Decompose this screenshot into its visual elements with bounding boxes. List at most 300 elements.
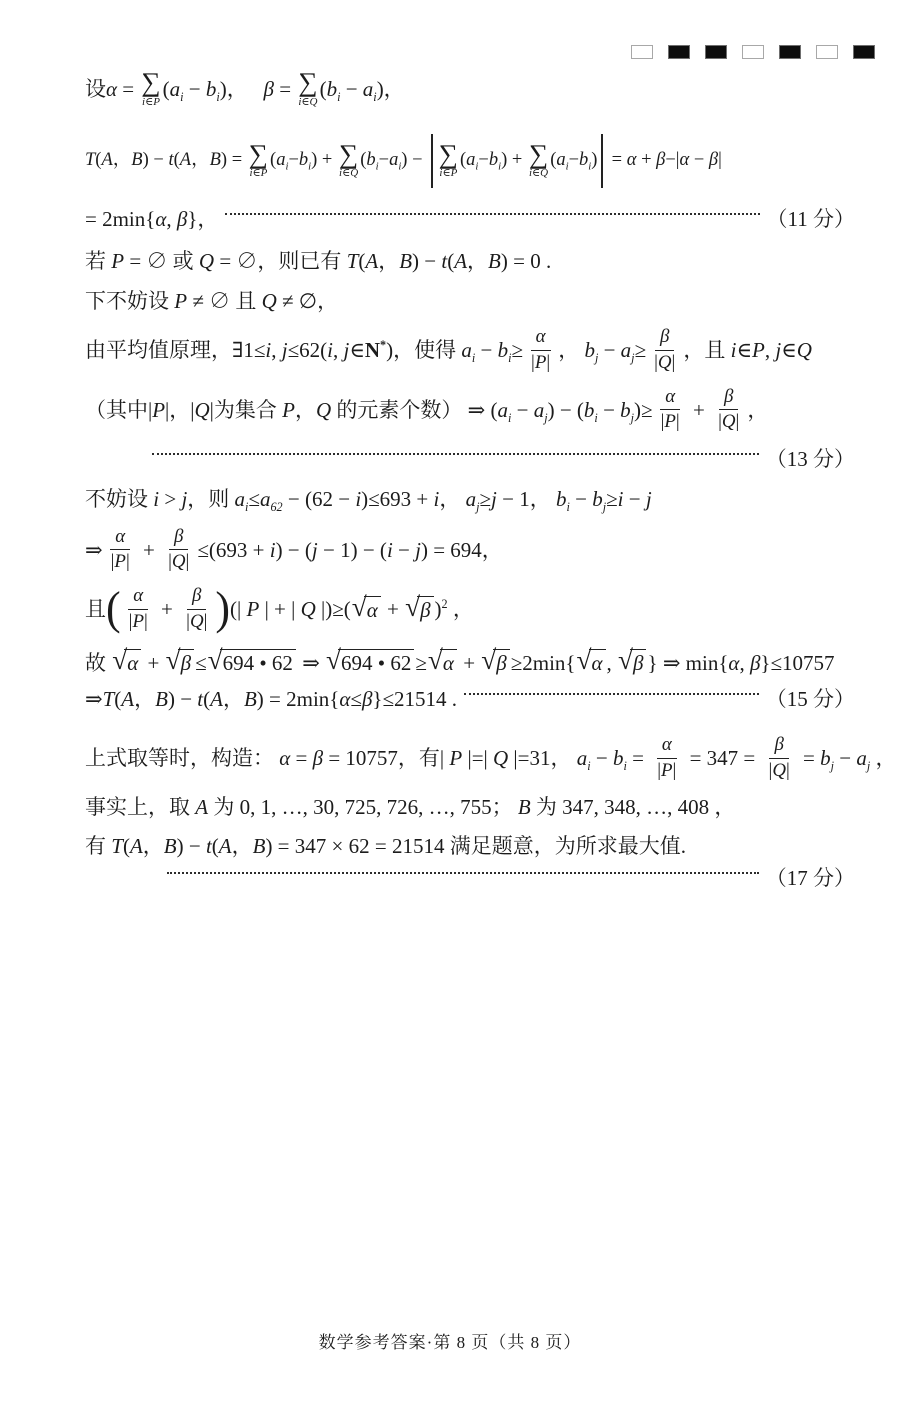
math-text: (: [114, 686, 122, 711]
math-text: |: [203, 610, 208, 632]
fraction: [181, 585, 212, 633]
math-var: Q: [493, 746, 509, 770]
math-var: β: [633, 651, 644, 676]
subscript: i: [566, 500, 570, 515]
sum-limit: i∈P: [142, 95, 160, 108]
fraction-denominator: [106, 550, 135, 574]
subscript: i: [507, 411, 512, 426]
math-text: − (62 −: [282, 487, 356, 512]
fraction-numerator: [657, 734, 677, 759]
math-text: 事实上，取: [85, 795, 196, 820]
math-text: =: [607, 150, 627, 171]
math-line-1: [85, 67, 855, 108]
math-text: +: [687, 397, 711, 422]
math-var: $b_j$: [584, 338, 599, 366]
math-text: 下不妨设: [85, 289, 175, 314]
math-var: $b_j$: [820, 746, 835, 774]
math-text: 为 347, 348, …, 408 ，: [530, 795, 736, 820]
math-text: ≤: [248, 487, 260, 512]
math-text: |: [671, 352, 676, 374]
math-text: ) +: [311, 150, 337, 171]
math-var: Q: [657, 352, 672, 374]
math-text: |: [125, 551, 130, 573]
math-text: −: [478, 150, 489, 171]
radical-icon: √: [326, 645, 342, 676]
math-text: (: [270, 150, 277, 171]
math-text: ，且: [683, 338, 731, 363]
math-var: A: [454, 248, 468, 273]
subscript: 62: [270, 500, 283, 515]
math-text: N*: [364, 338, 387, 363]
math-var: P: [152, 397, 166, 422]
radical-icon: √: [207, 645, 223, 676]
math-var: B: [163, 833, 177, 858]
math-text: ≤62(: [287, 338, 328, 363]
square-root: [481, 645, 509, 676]
math-text: |: [718, 150, 722, 171]
math-text: ≥: [415, 650, 427, 675]
math-var: i: [327, 338, 333, 363]
registration-mark-filled: [705, 45, 727, 59]
math-var: j: [775, 338, 782, 363]
math-text: 设: [85, 76, 106, 101]
math-var: α: [535, 326, 546, 348]
math-text: }，: [187, 206, 219, 231]
square-root: [427, 645, 457, 676]
math-var: T: [346, 248, 359, 273]
subscript: i: [180, 89, 184, 104]
math-text: |: [672, 759, 677, 781]
math-line-11: [85, 585, 855, 633]
math-text: |，|: [165, 397, 195, 422]
math-text: −: [590, 746, 613, 770]
math-text: ，: [134, 686, 156, 711]
square-root: [405, 591, 433, 623]
math-var: T: [102, 686, 115, 711]
fraction-numerator: [187, 585, 206, 610]
sum-limit: i∈Q: [339, 167, 359, 180]
square-root: [618, 645, 646, 676]
math-var: t: [168, 150, 174, 171]
dots-leader: [152, 453, 759, 455]
math-var: α: [679, 150, 690, 171]
math-text: 有: [85, 833, 112, 858]
subscript: j: [631, 351, 635, 366]
math-text: − 1，: [496, 487, 556, 512]
math-var: β: [174, 525, 184, 547]
math-var: P: [174, 289, 188, 314]
math-text: |: [186, 610, 190, 632]
dots-leader: [464, 693, 759, 695]
math-var: β: [192, 585, 202, 607]
radical-icon: √: [481, 645, 497, 676]
registration-mark-filled: [668, 45, 690, 59]
math-text: =: [290, 746, 313, 770]
math-text: ，: [231, 833, 253, 858]
square-root: [326, 645, 414, 676]
math-line-4: [85, 248, 855, 274]
math-var: j: [343, 338, 350, 363]
math-var: $b_i$: [298, 150, 312, 173]
math-var: A: [121, 686, 135, 711]
math-var: β: [708, 150, 719, 171]
subscript: j: [602, 500, 607, 515]
math-var: i: [386, 537, 393, 562]
math-text: |: [185, 551, 190, 573]
subscript: i: [245, 500, 249, 515]
math-var: $b_i$: [555, 487, 570, 515]
math-text: −: [183, 76, 206, 101]
math-text: ,: [606, 650, 618, 675]
math-text: 694 • 62: [341, 651, 412, 676]
square-root: [112, 645, 141, 676]
registration-marks: [631, 45, 875, 59]
math-text: ) = 347 × 62 = 21514 满足题意，为所求最大值.: [265, 833, 686, 858]
math-text: 故: [85, 650, 112, 675]
math-var: i: [265, 338, 272, 363]
math-text: } ⇒ min{: [647, 650, 729, 675]
math-text: ，: [222, 686, 244, 711]
fraction: [124, 585, 153, 633]
math-var: α: [591, 651, 603, 676]
subscript: j: [630, 411, 635, 426]
math-var: j: [415, 537, 421, 562]
score-label: （11 分）: [766, 206, 855, 231]
math-text: +: [142, 650, 165, 675]
math-text: (: [162, 76, 170, 101]
math-text: ,: [739, 650, 750, 675]
fraction-denominator: [764, 759, 795, 783]
fraction-numerator: [531, 326, 551, 351]
fraction: [163, 526, 194, 574]
math-var: j: [311, 537, 318, 562]
subscript: i: [398, 160, 402, 173]
math-text: ，: [467, 248, 489, 273]
subscript: i: [587, 759, 591, 774]
math-text: (: [550, 150, 557, 171]
math-var: $a_i$: [234, 487, 249, 515]
math-text: ≠ ∅ 且: [187, 289, 262, 314]
fraction: [652, 734, 681, 782]
fraction-denominator: [656, 410, 685, 434]
fraction-denominator: [181, 610, 212, 634]
math-text: −: [392, 537, 416, 562]
math-var: $b_i$: [205, 76, 220, 104]
math-text: −: [834, 746, 857, 770]
math-var: B: [252, 833, 266, 858]
math-text: ): [591, 150, 598, 171]
math-text: ≤(693 +: [197, 537, 270, 562]
math-var: β: [656, 150, 666, 171]
fraction-numerator: [169, 526, 188, 551]
math-var: A: [365, 248, 379, 273]
fraction: [764, 734, 795, 782]
math-text: }≤21514 .: [372, 686, 458, 711]
math-text: ∈: [736, 338, 752, 363]
subscript: i: [471, 351, 476, 366]
math-var: Q: [315, 397, 332, 422]
math-text: 694 • 62: [222, 651, 293, 676]
math-text: |: [144, 610, 148, 632]
math-text: +: [636, 150, 657, 171]
math-var: $b_i$: [488, 150, 502, 173]
math-text: 的元素个数） ⇒ (: [331, 397, 498, 422]
math-var: α: [665, 385, 676, 407]
fraction-numerator: [655, 326, 674, 351]
math-var: A: [179, 150, 192, 171]
math-var: $a_i$: [576, 746, 591, 774]
math-var: $a_i$: [362, 76, 377, 104]
math-var: Q: [796, 338, 812, 363]
math-text: |: [546, 352, 551, 374]
math-var: $a_i$: [169, 76, 184, 104]
math-var: α: [106, 76, 118, 101]
math-text: |: [657, 759, 661, 781]
math-text: (: [460, 150, 467, 171]
subscript: j: [830, 759, 835, 774]
math-text: ⇒: [296, 650, 326, 675]
math-text: −: [623, 487, 646, 512]
subscript: i: [216, 89, 220, 104]
math-var: P: [449, 746, 463, 770]
math-var: P: [664, 411, 676, 433]
math-var: $b_i$: [579, 150, 592, 173]
fraction-numerator: [110, 526, 130, 551]
dots-leader: [167, 872, 759, 874]
subscript: i: [375, 160, 379, 173]
math-text: ，: [378, 248, 400, 273]
math-var: $a_i$: [276, 150, 289, 173]
math-line-10: [85, 526, 855, 574]
radical-icon: √: [405, 591, 421, 622]
math-text: (: [173, 150, 180, 171]
math-text: −: [378, 150, 390, 171]
math-text: (: [360, 150, 367, 171]
math-text: +: [381, 597, 405, 622]
math-text: （其中|: [85, 397, 153, 422]
sqrt-body: [338, 649, 414, 676]
subscript: i: [588, 160, 592, 173]
math-line-2: [85, 134, 855, 188]
math-text: ) =: [220, 150, 247, 171]
math-var: P: [534, 352, 547, 374]
sum-limit: i∈Q: [298, 95, 318, 108]
sigma-icon: ∑: [141, 67, 161, 97]
math-var: T: [111, 833, 123, 858]
math-text: }≤10757: [760, 650, 835, 675]
math-var: α: [127, 651, 139, 676]
math-var: P: [282, 397, 295, 422]
math-var: i: [617, 487, 624, 512]
big-paren: (: [106, 583, 121, 635]
math-var: i: [730, 338, 737, 363]
math-var: α: [728, 650, 740, 675]
math-var: $a_j$: [465, 487, 480, 515]
math-text: ) = 694，: [420, 537, 503, 562]
math-var: α: [366, 597, 378, 622]
math-var: β: [180, 651, 192, 676]
math-text: 上式取等时，构造：: [85, 746, 280, 770]
math-text: )≤693 +: [361, 487, 434, 512]
math-text: −: [475, 338, 498, 363]
math-text: −: [598, 338, 621, 363]
math-line-7: [85, 386, 855, 434]
math-var: α: [279, 746, 291, 770]
page-footer: 数学参考答案·第 8 页（共 8 页）: [318, 1333, 582, 1352]
math-text: )≥: [634, 397, 653, 422]
math-var: $a_i$: [497, 397, 512, 426]
fraction: [713, 386, 744, 434]
math-text: ≥2min{: [510, 650, 576, 675]
math-text: ，: [294, 397, 316, 422]
math-text: ) = 0 .: [500, 248, 552, 273]
fraction-denominator: [526, 351, 555, 375]
score-label: （15 分）: [765, 686, 855, 711]
math-text: ) − (: [275, 537, 312, 562]
math-text: −: [511, 397, 534, 422]
math-var: β: [496, 651, 507, 676]
math-var: B: [131, 150, 143, 171]
square-root: [576, 645, 606, 676]
math-text: |: [660, 411, 665, 433]
math-var: α: [626, 150, 637, 171]
sqrt-body: [220, 649, 296, 676]
math-text: ∈: [781, 338, 797, 363]
subscript: i: [285, 160, 289, 173]
math-text: +: [155, 597, 179, 622]
math-var: Q: [261, 289, 277, 314]
math-var: Q: [721, 411, 736, 433]
math-text: ≥: [479, 487, 492, 512]
math-text: ≥: [606, 487, 618, 512]
math-text: =: [797, 746, 821, 770]
math-text: 为 0, 1, …, 30, 725, 726, …, 755；: [208, 795, 518, 820]
math-var: Q: [171, 551, 186, 573]
subscript: i: [498, 160, 502, 173]
registration-mark-filled: [853, 45, 875, 59]
sum-operator: [438, 138, 458, 180]
math-text: ) − (: [547, 397, 584, 422]
sigma-icon: ∑: [298, 67, 318, 97]
math-var: P: [661, 759, 673, 781]
fraction-numerator: [769, 734, 788, 759]
math-var: B: [488, 248, 501, 273]
radical-icon: √: [427, 645, 443, 676]
registration-mark-filled: [779, 45, 801, 59]
math-text: +: [457, 650, 481, 675]
math-text: = 10757，有|: [323, 746, 450, 770]
fraction-denominator: [163, 550, 194, 574]
subscript: j: [544, 411, 548, 426]
subscript: i: [373, 89, 377, 104]
math-var: $a_i$: [466, 150, 479, 173]
math-text: |: [675, 411, 680, 433]
radical-icon: √: [351, 591, 367, 622]
math-var: T: [85, 150, 96, 171]
sigma-icon: ∑: [438, 138, 458, 169]
math-var: A: [129, 833, 143, 858]
subscript: i: [337, 89, 341, 104]
math-text: (: [95, 150, 102, 171]
square-root: [165, 645, 194, 676]
sum-operator: [338, 138, 359, 180]
math-text: |: [531, 352, 535, 374]
math-text: ，则: [187, 487, 235, 512]
math-var: B: [517, 795, 531, 820]
math-text: −: [568, 150, 580, 171]
subscript: j: [476, 500, 480, 515]
math-content: [85, 67, 897, 891]
math-line-5: [85, 288, 855, 314]
math-text: ，: [747, 397, 769, 422]
math-text: 且: [85, 597, 106, 622]
math-text: −|: [665, 150, 680, 171]
math-var: α: [115, 525, 126, 547]
math-text: ，: [142, 833, 164, 858]
math-var: i: [269, 537, 276, 562]
math-var: P: [132, 610, 144, 632]
math-var: Q: [194, 397, 210, 422]
math-var: $a_{62}$: [259, 487, 283, 515]
sum-limit: i∈P: [249, 167, 268, 180]
fraction-denominator: [649, 351, 680, 375]
math-text: = 2min{: [85, 206, 156, 231]
sum-operator: [141, 67, 161, 108]
math-var: β: [312, 746, 324, 770]
math-line-13: [85, 686, 855, 712]
math-text: |: [785, 759, 790, 781]
fraction-numerator: [660, 386, 680, 411]
subscript: j: [594, 351, 599, 366]
sigma-icon: ∑: [528, 138, 549, 169]
math-var: t: [197, 686, 204, 711]
math-text: ) −: [401, 150, 428, 171]
math-text: ,: [166, 206, 177, 231]
math-text: ≠ ∅，: [276, 289, 339, 314]
math-text: =: [273, 76, 297, 101]
math-var: Q: [189, 610, 204, 632]
math-var: i: [153, 487, 160, 512]
math-text: )，使得: [386, 338, 462, 363]
math-text: ) +: [501, 150, 527, 171]
math-line-14: [85, 733, 897, 782]
math-var: A: [218, 833, 232, 858]
math-var: α: [133, 585, 144, 607]
math-var: i: [433, 487, 440, 512]
sum-limit: i∈P: [439, 167, 458, 180]
math-var: t: [205, 833, 212, 858]
math-text: |)≥(: [315, 597, 351, 622]
math-var: j: [645, 487, 652, 512]
math-text: (|: [230, 597, 247, 622]
radical-icon: √: [618, 645, 634, 676]
sum-operator: [248, 138, 269, 180]
superscript: 2: [441, 597, 448, 612]
math-var: $b_i$: [583, 397, 598, 426]
math-var: B: [209, 150, 221, 171]
math-text: |: [128, 610, 133, 632]
math-text: 若: [85, 248, 112, 273]
math-text: (: [319, 76, 327, 101]
math-var: β: [749, 650, 761, 675]
math-var: β: [361, 686, 373, 711]
math-text: = ∅ 或: [124, 248, 199, 273]
math-line-8: [85, 446, 855, 472]
math-text: |=|: [462, 746, 493, 770]
math-var: Q: [198, 248, 215, 273]
math-text: |: [110, 551, 115, 573]
math-line-16: [85, 833, 855, 859]
